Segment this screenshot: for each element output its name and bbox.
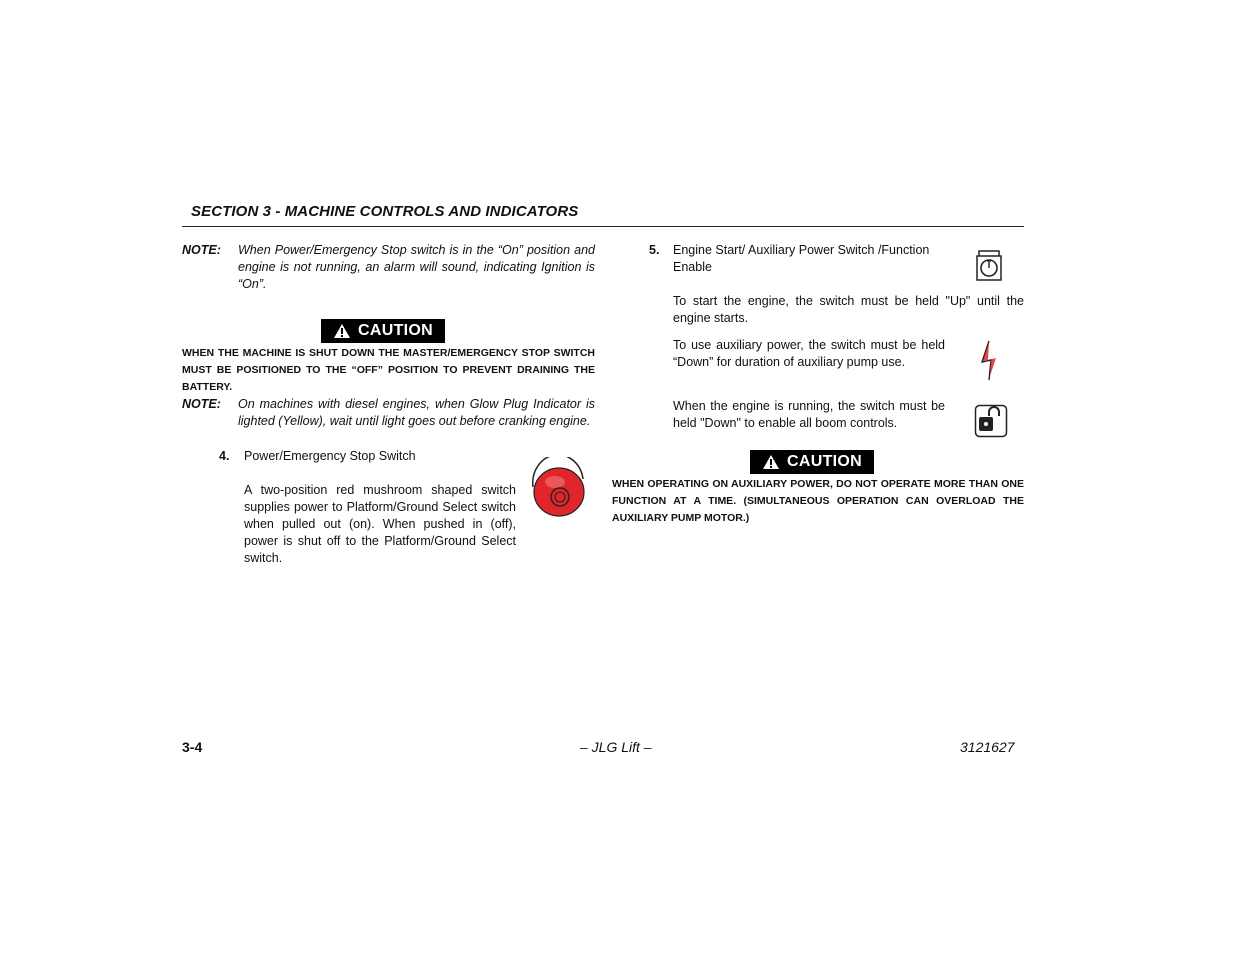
warning-triangle-icon: [762, 454, 780, 470]
caution-text: WHEN OPERATING ON AUXILIARY POWER, DO NOT OPERATE MORE THAN ONE FUNCTION AT A TIME. (SIMULTANEOUS OPERATION CAN OVERLOAD THE AUXILIARY PUMP MOTOR.): [612, 478, 1024, 524]
warning-triangle-icon: [333, 323, 351, 339]
header-rule: [182, 226, 1024, 227]
lightning-bolt-icon: [980, 340, 1000, 382]
item-number: 4.: [219, 449, 230, 463]
page-number: 3-4: [182, 739, 203, 755]
caution-banner: [750, 450, 874, 474]
item-description: [244, 482, 516, 567]
item-number: 5.: [649, 243, 660, 257]
note-text: On machines with diesel engines, when Glow Plug Indicator is lighted (Yellow), wait until light goes out before cranking engine.: [238, 397, 595, 428]
paragraph: To use auxiliary power, the switch must be held “Down” for duration of auxiliary pump use.: [673, 338, 945, 369]
note-text: When Power/Emergency Stop switch is in the “On” position and engine is not running, an alarm will sound, indicating Ignition is “On”.: [238, 243, 595, 291]
paragraph: To start the engine, the switch must be held "Up" until the engine starts.: [673, 294, 1024, 325]
section-title: SECTION 3 - MACHINE CONTROLS AND INDICATORS: [191, 203, 579, 220]
caution-text: WHEN THE MACHINE IS SHUT DOWN THE MASTER/EMERGENCY STOP SWITCH MUST BE POSITIONED TO THE “OFF” POSITION TO PREVENT DRAINING THE BATTERY.: [182, 347, 595, 393]
engine-start-icon: [973, 246, 1005, 284]
caution-label: CAUTION: [358, 322, 433, 339]
unlocked-padlock-icon: [974, 404, 1008, 438]
caution-label: CAUTION: [787, 453, 862, 470]
caution-banner: [321, 319, 445, 343]
paragraph: When the engine is running, the switch must be held "Down" to enable all boom controls.: [673, 399, 945, 430]
footer-title: – JLG Lift –: [580, 739, 652, 755]
note-label: NOTE:: [182, 397, 221, 411]
item-title: Engine Start/ Auxiliary Power Switch /Function Enable: [673, 243, 930, 274]
emergency-stop-mushroom-icon: [528, 457, 588, 519]
document-number: 3121627: [960, 739, 1015, 755]
item-title: Power/Emergency Stop Switch: [244, 449, 416, 463]
item-description-text: A two-position red mushroom shaped switch supplies power to Platform/Ground Select switch when pulled out (on). When pushed in (off), power is shut off to the Platform/Ground Select switch.: [244, 483, 516, 565]
note-label: NOTE:: [182, 243, 221, 257]
